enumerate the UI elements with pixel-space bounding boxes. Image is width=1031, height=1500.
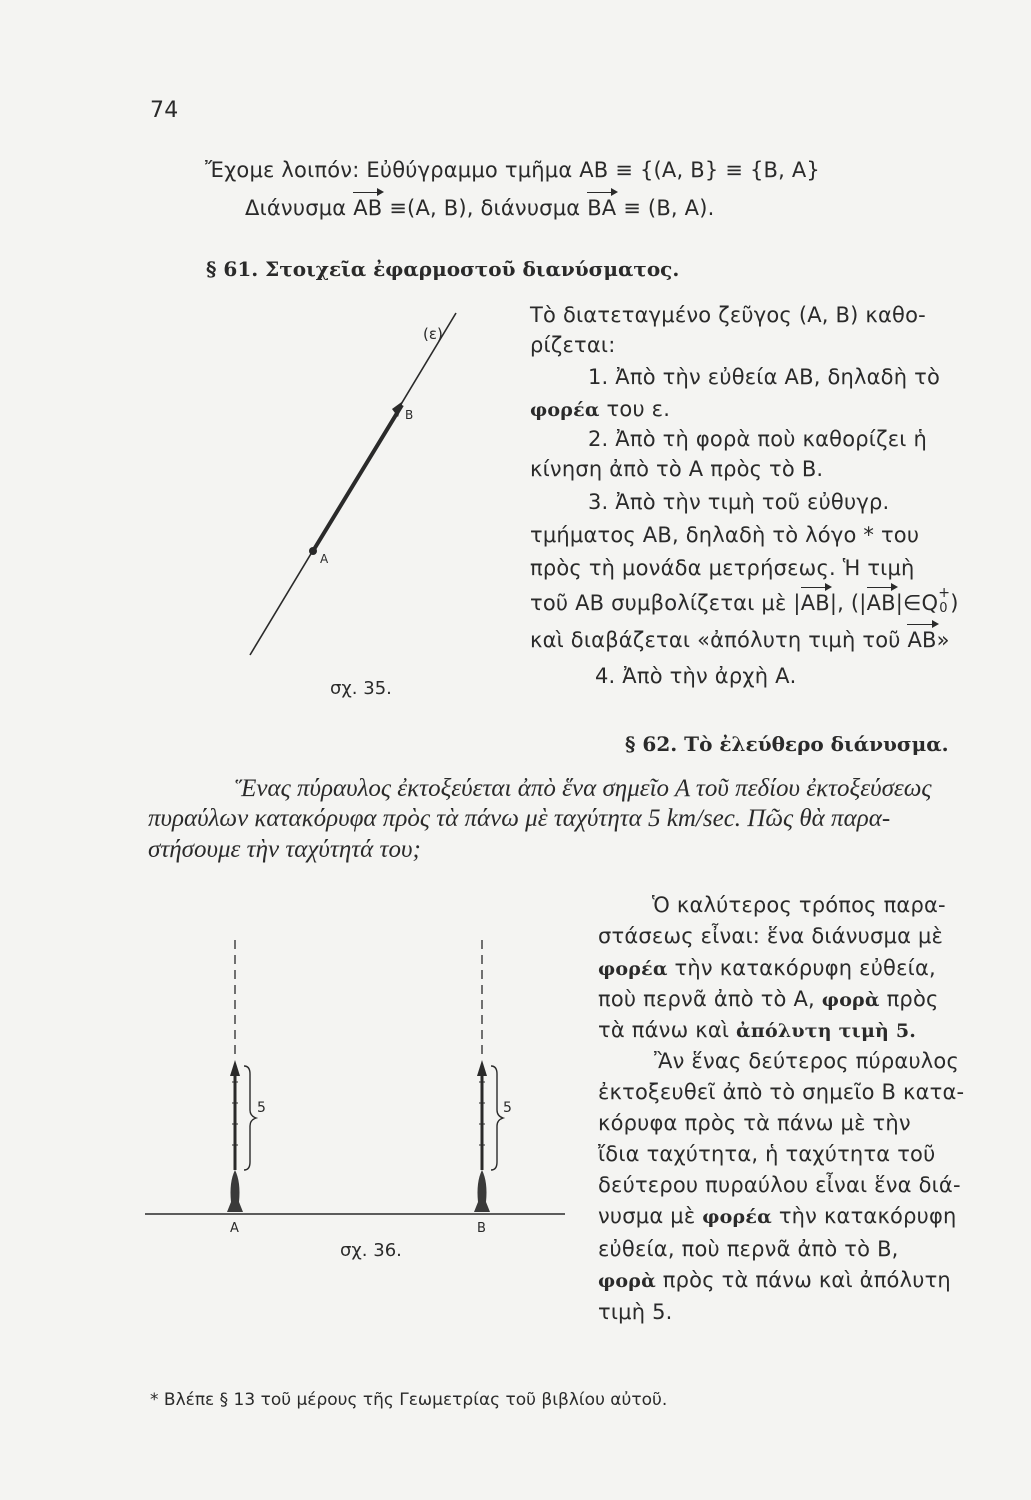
s61-item1a: 1. Ἀπὸ τὴν εὐθεία ΑΒ, δηλαδὴ τὸ [588,365,941,389]
s61-item3d: τοῦ ΑΒ συμβολίζεται μὲ |ΑΒ|, (|ΑΒ|∈Q + 0 ) [530,585,959,616]
vector-ab: ΑΒ [353,196,383,220]
s61-item2a: 2. Ἀπὸ τὴ φορὰ ποὺ καθορίζει ἡ [588,427,927,451]
fig35-caption: σχ. 35. [330,678,392,699]
s62-r3: φορέα τὴν κατακόρυφη εὐθεία, [598,956,936,980]
brace-a [244,1066,256,1170]
s61-item3b: τμήματος ΑΒ, δηλαδὴ τὸ λόγο * του [530,523,920,547]
page-number: 74 [150,98,179,123]
intro-line-2: Διάνυσμα ΑΒ ≡(Α, Β), διάνυσμα ΒΑ ≡ (Β, Α). [245,196,715,220]
vector-ab-bold [313,405,402,551]
s62-question-1: Ἕνας πύραυλος ἐκτοξεύεται ἀπὸ ἕνα σημεῖο Α τοῦ πεδίου ἐκτοξεύσεως [235,775,932,802]
point-a [309,547,317,555]
s61-p2: ρίζεται: [530,333,616,357]
fig35-label-e: (ε) [423,325,443,343]
s62-r9: ἴδια ταχύτητα, ἡ ταχύτητα τοῦ [598,1142,936,1166]
vector-ba: ΒΑ [587,196,617,220]
fig36-label-5a: 5 [257,1100,266,1116]
fig36-label-5b: 5 [503,1100,512,1116]
s62-r11: νυσμα μὲ φορέα τὴν κατακόρυφη [598,1204,957,1228]
fig35-label-a: Α [320,552,329,566]
fig36-label-a: Α [230,1221,239,1236]
s62-r4: ποὺ περνᾶ ἀπὸ τὸ Α, φορὰ πρὸς [598,987,939,1011]
figure-36 [140,930,570,1270]
section-61-heading: § 61. Στοιχεῖα ἐφαρμοστοῦ διανύσματος. [206,257,680,281]
footnote: * Βλέπε § 13 τοῦ μέρους τῆς Γεωμετρίας τοῦ βιβλίου αὐτοῦ. [150,1390,668,1410]
s61-item3c: πρὸς τὴ μονάδα μετρήσεως. Ἡ τιμὴ [530,556,915,580]
s61-item1b: φορέα του ε. [530,397,671,421]
s61-p1: Τὸ διατεταγμένο ζεῦγος (Α, Β) καθο- [530,303,926,327]
s61-item2b: κίνηση ἀπὸ τὸ Α πρὸς τὸ Β. [530,457,824,481]
s62-r1: Ὁ καλύτερος τρόπος παρα- [652,893,946,917]
s62-question-2: πυραύλων κατακόρυφα πρὸς τὰ πάνω μὲ ταχύτητα 5 km/sec. Πῶς θὰ παρα- [148,805,891,832]
section-62-heading: § 62. Τὸ ἐλεύθερο διάνυσμα. [625,732,949,756]
intro-line-1: Ἔχομε λοιπόν: Εὐθύγραμμο τμῆμα ΑΒ ≡ {(Α, Β} ≡ {Β, Α} [205,158,820,182]
s61-item3e: καὶ διαβάζεται «ἀπόλυτη τιμὴ τοῦ ΑΒ» [530,628,950,652]
s62-r13: φορὰ πρὸς τὰ πάνω καὶ ἀπόλυτη [598,1268,951,1292]
arrowhead-a [230,1060,240,1076]
arrowhead-b2 [477,1060,487,1076]
s62-r14: τιμὴ 5. [598,1300,673,1324]
s62-question-3: στήσουμε τὴν ταχύτητά του; [148,836,421,863]
fig36-caption: σχ. 36. [340,1240,402,1261]
s62-r8: κόρυφα πρὸς τὰ πάνω μὲ τὴν [598,1111,911,1135]
brace-b [491,1066,503,1170]
figure-35 [240,305,460,705]
fig36-label-b: Β [477,1221,486,1236]
s62-r10: δεύτερου πυραύλου εἶναι ἕνα διά- [598,1173,961,1197]
s61-item3a: 3. Ἀπὸ τὴν τιμὴ τοῦ εὐθυγρ. [588,490,890,514]
s61-item4: 4. Ἀπὸ τὴν ἀρχὴ Α. [595,664,797,688]
s62-r2: στάσεως εἶναι: ἕνα διάνυσμα μὲ [598,924,944,948]
rocket-b [474,1170,490,1212]
s62-r6: Ἂν ἕνας δεύτερος πύραυλος [654,1049,959,1073]
rocket-a [227,1170,243,1212]
s62-r5: τὰ πάνω καὶ ἀπόλυτη τιμὴ 5. [598,1018,917,1042]
s62-r12: εὐθεία, ποὺ περνᾶ ἀπὸ τὸ Β, [598,1237,899,1261]
fig35-label-b: Β [405,408,414,422]
s62-r7: ἐκτοξευθεῖ ἀπὸ τὸ σημεῖο Β κατα- [598,1080,965,1104]
figure-35-drawing [240,305,460,705]
